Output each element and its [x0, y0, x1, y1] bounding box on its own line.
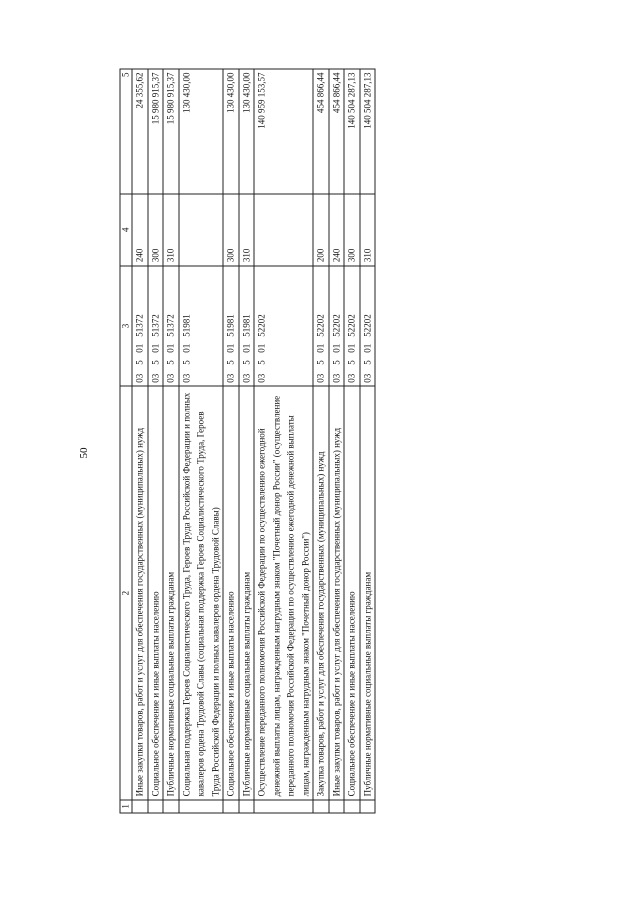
row-code-cell: [163, 266, 179, 387]
row-blank-cell: [163, 800, 179, 813]
code-parts: [223, 266, 238, 386]
row-expense-type-cell: 310: [359, 194, 375, 266]
row-code-cell: [132, 266, 148, 387]
code-part-3: 01: [315, 343, 325, 353]
code-part-3: 01: [361, 343, 372, 353]
row-amount-cell: 130 430,00: [238, 69, 254, 194]
code-part-4: 52202: [346, 314, 356, 337]
row-code-cell: [178, 266, 223, 387]
code-part-3: 01: [165, 343, 175, 353]
code-part-2: 5: [240, 360, 251, 365]
code-part-4: 51981: [180, 314, 191, 337]
code-part-1: 03: [256, 373, 266, 383]
code-part-4: 52202: [315, 314, 325, 337]
table-row: [223, 69, 239, 813]
budget-table-wrapper: [119, 69, 521, 814]
code-part-1: 03: [361, 373, 372, 383]
row-expense-type-cell: 310: [238, 194, 254, 266]
code-part-4: 51372: [134, 314, 144, 337]
code-parts: [239, 266, 254, 386]
table-row: [178, 69, 223, 813]
row-code-cell: [254, 266, 313, 387]
row-blank-cell: [238, 800, 254, 813]
row-blank-cell: [328, 800, 344, 813]
code-part-4: 52202: [330, 314, 341, 337]
code-part-2: 5: [315, 360, 325, 365]
row-amount-cell: 130 430,00: [178, 69, 223, 194]
row-code-cell: [147, 266, 163, 387]
row-expense-type-cell: [178, 194, 223, 266]
column-header-4: 4: [120, 194, 132, 266]
row-amount-cell: 15 980 915,37: [163, 69, 179, 194]
code-parts: [254, 266, 269, 386]
row-amount-cell: 140 504 287,13: [359, 69, 375, 194]
row-name-cell: Публичные нормативные социальные выплаты гражданам: [238, 386, 254, 800]
row-name-cell: Иные закупки товаров, работ и услуг для обеспечения государственных (муниципальных) нужд: [132, 386, 148, 800]
column-header-5: 5: [120, 69, 132, 194]
row-code-cell: [223, 266, 239, 387]
code-part-2: 5: [165, 360, 175, 365]
row-name-cell: Закупка товаров, работ и услуг для обеспечения государственных (муниципальных) нужд: [313, 386, 329, 800]
row-expense-type-cell: 300: [147, 194, 163, 266]
row-name-cell: Осуществление переданного полномочия Российской Федерации по осуществлению ежегодной денежной выплаты лицам, награжденным нагрудным знаком "Почетный донор России" (осуществление переданного полномочия Российской Федерации по осуществлению ежегодной денежной выплаты лицам, награжденным нагрудным знаком "Почетный донор России"): [254, 386, 313, 800]
row-blank-cell: [254, 800, 313, 813]
row-name-cell: Социальное обеспечение и иные выплаты населению: [223, 386, 239, 800]
table-row: [359, 69, 375, 813]
code-parts: [360, 266, 375, 386]
row-expense-type-cell: 240: [328, 194, 344, 266]
row-expense-type-cell: 200: [313, 194, 329, 266]
row-expense-type-cell: 240: [132, 194, 148, 266]
code-part-4: 51981: [240, 314, 251, 337]
row-blank-cell: [132, 800, 148, 813]
row-blank-cell: [313, 800, 329, 813]
code-parts: [344, 266, 359, 386]
code-part-2: 5: [256, 360, 266, 365]
code-part-1: 03: [330, 373, 341, 383]
code-part-3: 01: [180, 343, 191, 353]
code-part-4: 51372: [165, 314, 175, 337]
code-part-2: 5: [346, 360, 356, 365]
code-part-2: 5: [225, 360, 235, 365]
code-part-1: 03: [315, 373, 325, 383]
row-expense-type-cell: 300: [223, 194, 239, 266]
row-name-cell: Публичные нормативные социальные выплаты гражданам: [163, 386, 179, 800]
row-expense-type-cell: [254, 194, 313, 266]
row-amount-cell: 140 959 153,57: [254, 69, 313, 194]
code-part-4: 52202: [256, 314, 266, 337]
row-amount-cell: 130 430,00: [223, 69, 239, 194]
code-parts: [179, 266, 194, 386]
table-row: [328, 69, 344, 813]
row-name-cell: Иные закупки товаров, работ и услуг для обеспечения государственных (муниципальных) нужд: [328, 386, 344, 800]
row-amount-cell: 15 980 915,37: [147, 69, 163, 194]
table-row: [163, 69, 179, 813]
code-part-2: 5: [330, 360, 341, 365]
row-name-cell: Публичные нормативные социальные выплаты гражданам: [359, 386, 375, 800]
code-parts: [148, 266, 163, 386]
table-row: [238, 69, 254, 813]
page-number: 50: [78, 447, 90, 459]
code-part-3: 01: [149, 343, 160, 353]
code-part-1: 03: [240, 373, 251, 383]
code-part-4: 51981: [225, 314, 235, 337]
row-name-cell: Социальное обеспечение и иные выплаты населению: [344, 386, 360, 800]
code-part-2: 5: [361, 360, 372, 365]
code-part-4: 51372: [149, 314, 160, 337]
row-expense-type-cell: 310: [163, 194, 179, 266]
code-part-3: 01: [240, 343, 251, 353]
code-part-1: 03: [225, 373, 235, 383]
row-name-cell: Социальная поддержка Героев Социалистического Труда, Героев Труда Российской Федерации и полных кавалеров ордена Трудовой Славы (социальная поддержка Героев Социалистического Труда, Героев Труда Российской Федерации и полных кавалеров ордена Трудовой Славы): [178, 386, 223, 800]
code-parts: [329, 266, 344, 386]
code-part-2: 5: [180, 360, 191, 365]
row-name-cell: Социальное обеспечение и иные выплаты населению: [147, 386, 163, 800]
code-parts: [132, 266, 147, 386]
code-part-3: 01: [225, 343, 235, 353]
column-header-2: 2: [120, 386, 132, 800]
table-row: [132, 69, 148, 813]
row-amount-cell: 454 866,44: [313, 69, 329, 194]
row-code-cell: [313, 266, 329, 387]
row-code-cell: [238, 266, 254, 387]
code-part-1: 03: [180, 373, 191, 383]
budget-table: [119, 69, 375, 814]
column-header-1: 1: [120, 800, 132, 813]
row-code-cell: [344, 266, 360, 387]
table-row: [344, 69, 360, 813]
code-part-1: 03: [134, 373, 144, 383]
code-part-1: 03: [149, 373, 160, 383]
row-amount-cell: 24 355,62: [132, 69, 148, 194]
code-part-1: 03: [346, 373, 356, 383]
row-blank-cell: [223, 800, 239, 813]
code-part-3: 01: [330, 343, 341, 353]
code-part-3: 01: [346, 343, 356, 353]
code-part-1: 03: [165, 373, 175, 383]
row-code-cell: [328, 266, 344, 387]
code-part-3: 01: [134, 343, 144, 353]
row-blank-cell: [359, 800, 375, 813]
code-parts: [163, 266, 178, 386]
code-parts: [313, 266, 328, 386]
code-part-3: 01: [256, 343, 266, 353]
row-amount-cell: 140 504 287,13: [344, 69, 360, 194]
row-blank-cell: [178, 800, 223, 813]
row-amount-cell: 454 866,44: [328, 69, 344, 194]
code-part-2: 5: [134, 360, 144, 365]
row-blank-cell: [147, 800, 163, 813]
code-part-2: 5: [149, 360, 160, 365]
row-code-cell: [359, 266, 375, 387]
row-expense-type-cell: 300: [344, 194, 360, 266]
column-header-3: 3: [120, 266, 132, 387]
code-part-4: 52202: [361, 314, 372, 337]
table-header-row: [120, 69, 132, 813]
table-body: [132, 69, 375, 813]
table-row: [254, 69, 313, 813]
row-blank-cell: [344, 800, 360, 813]
table-row: [313, 69, 329, 813]
table-row: [147, 69, 163, 813]
